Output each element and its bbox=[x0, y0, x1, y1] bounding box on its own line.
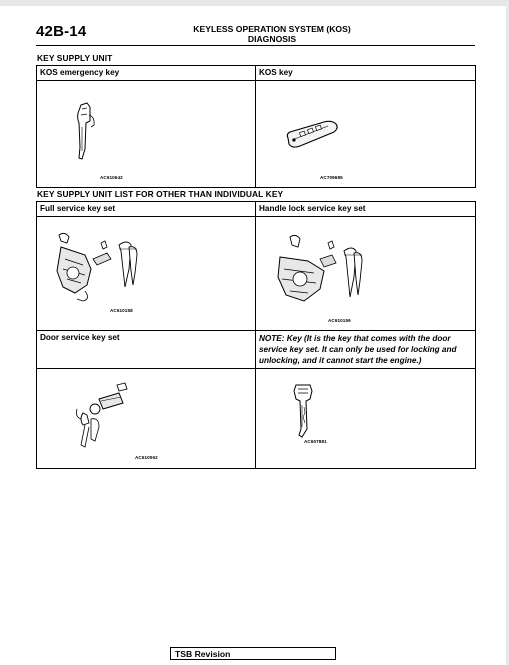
tsb-revision-box: TSB Revision bbox=[170, 647, 336, 660]
key-supply-list-table bbox=[36, 201, 476, 469]
figure-code: AC610158 bbox=[110, 308, 133, 313]
document-title-main: KEYLESS OPERATION SYSTEM (KOS) bbox=[193, 24, 351, 34]
figure-cell-emergency-key bbox=[37, 81, 256, 188]
note-key-door-service-set: NOTE: Key (It is the key that comes with the door service key set. It can only be used for locking and unlocking, and it cannot start the engine.) bbox=[256, 331, 476, 369]
full-service-key-set-icon bbox=[45, 229, 145, 305]
figure-cell-kos-key bbox=[256, 81, 476, 188]
service-key-icon bbox=[290, 383, 320, 439]
header-rule bbox=[36, 45, 475, 46]
figure-code: AC610159 bbox=[328, 318, 351, 323]
figure-code: AC709685 bbox=[320, 175, 343, 180]
figure-code: AC610062 bbox=[135, 455, 158, 460]
figure-code: AC610642 bbox=[100, 175, 123, 180]
section-heading-key-supply-unit: KEY SUPPLY UNIT bbox=[37, 53, 113, 63]
column-header-handle-lock-service-key-set: Handle lock service key set bbox=[256, 202, 476, 217]
document-title bbox=[150, 24, 394, 44]
column-header-full-service-key-set: Full service key set bbox=[37, 202, 256, 217]
door-service-key-set-icon bbox=[71, 379, 143, 451]
figure-cell-full-service-key-set bbox=[37, 217, 256, 331]
handle-lock-key-set-icon bbox=[264, 231, 374, 311]
figure-cell-handle-lock-service-key-set bbox=[256, 217, 476, 331]
figure-code: AC607881 bbox=[304, 439, 327, 444]
page-number: 42B-14 bbox=[36, 23, 87, 40]
column-header-kos-key: KOS key bbox=[256, 66, 476, 81]
column-header-kos-emergency-key: KOS emergency key bbox=[37, 66, 256, 81]
key-supply-unit-table bbox=[36, 65, 476, 188]
column-header-door-service-key-set: Door service key set bbox=[37, 331, 256, 369]
emergency-key-icon bbox=[73, 101, 103, 163]
section-heading-key-supply-list: KEY SUPPLY UNIT LIST FOR OTHER THAN INDIVIDUAL KEY bbox=[37, 189, 284, 199]
figure-cell-service-key bbox=[256, 369, 476, 469]
viewer-top-strip bbox=[0, 0, 509, 6]
kos-key-fob-icon bbox=[284, 118, 340, 152]
figure-cell-door-service-key-set bbox=[37, 369, 256, 469]
document-title-sub: DIAGNOSIS bbox=[247, 34, 297, 44]
